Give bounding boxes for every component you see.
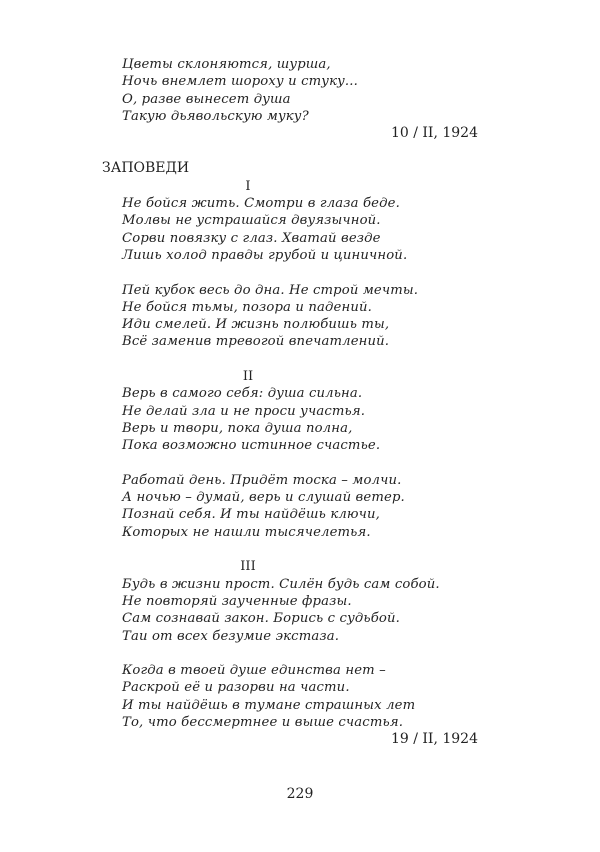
page-number: 229 — [286, 786, 314, 802]
verse-line: Цветы склоняются, шурша, — [122, 57, 331, 72]
stanza — [0, 472, 600, 541]
poem-date: 10 / II, 1924 — [390, 125, 478, 142]
verse-line: Пей кубок весь до дна. Не строй мечты. — [122, 282, 419, 298]
verse-line: Ночь внемлет шороху и стуку... — [122, 74, 358, 90]
verse-line: Сорви повязку с глаз. Хватай везде — [122, 230, 381, 246]
part-numeral: I — [245, 178, 251, 194]
stanza-gap — [0, 264, 600, 281]
poem-parts — [0, 178, 600, 732]
verse-line: Такую дьявольскую муку? — [122, 108, 309, 124]
part-numeral: III — [240, 559, 256, 575]
verse-line: Верь в самого себя: душа сильна. — [122, 386, 363, 402]
stanza-gap — [0, 645, 600, 662]
stanza-gap — [0, 455, 600, 472]
poem-date: 19 / II, 1924 — [390, 731, 478, 748]
verse-line: Раскрой её и разорви на части. — [122, 680, 350, 696]
verse-line: Работай день. Придёт тоска – молчи. — [122, 472, 402, 488]
verse-line: Верь и твори, пока душа полна, — [122, 420, 353, 436]
stanza — [0, 195, 600, 264]
verse-line: Пока возможно истинное счастье. — [122, 438, 381, 454]
verse-line: Таи от всех безумие экстаза. — [122, 628, 340, 644]
verse-line: О, разве вынесет душа — [122, 91, 291, 107]
poem-title: ЗАПОВЕДИ — [102, 160, 190, 177]
verse-line: Не бойся тьмы, позора и падений. — [122, 299, 372, 315]
poem-ending — [0, 56, 600, 125]
verse-line: И ты найдёшь в тумане страшных лет — [122, 697, 416, 713]
verse-line: Не повторяй заученные фразы. — [122, 593, 352, 609]
stanza — [0, 662, 600, 731]
verse-line: Не бойся жить. Смотри в глаза беде. — [122, 196, 400, 212]
stanza — [0, 385, 600, 454]
stanza-gap — [0, 351, 600, 368]
verse-line: Познай себя. И ты найдёшь ключи, — [122, 507, 380, 523]
verse-line: Всё заменив тревогой впечатлений. — [122, 334, 390, 350]
page-content — [0, 56, 600, 749]
stanza — [0, 282, 600, 351]
verse-line: Иди смелей. И жизнь полюбишь ты, — [122, 317, 390, 333]
verse-line: Лишь холод правды грубой и циничной. — [122, 247, 408, 263]
stanza — [0, 576, 600, 645]
verse-line: Когда в твоей душе единства нет – — [122, 663, 386, 679]
verse-line: Которых не нашли тысячелетья. — [122, 524, 371, 540]
stanza-gap — [0, 541, 600, 558]
verse-line: Будь в жизни прост. Силён будь сам собой. — [122, 576, 440, 592]
verse-line: То, что бессмертнее и выше счастья. — [122, 714, 404, 730]
verse-line: Молвы не устрашайся двуязычной. — [122, 213, 381, 229]
part-numeral: II — [242, 369, 254, 385]
verse-line: А ночью – думай, верь и слушай ветер. — [122, 490, 405, 506]
verse-line: Не делай зла и не проси участья. — [122, 403, 366, 419]
verse-line: Сам сознавай закон. Борись с судьбой. — [122, 611, 401, 627]
